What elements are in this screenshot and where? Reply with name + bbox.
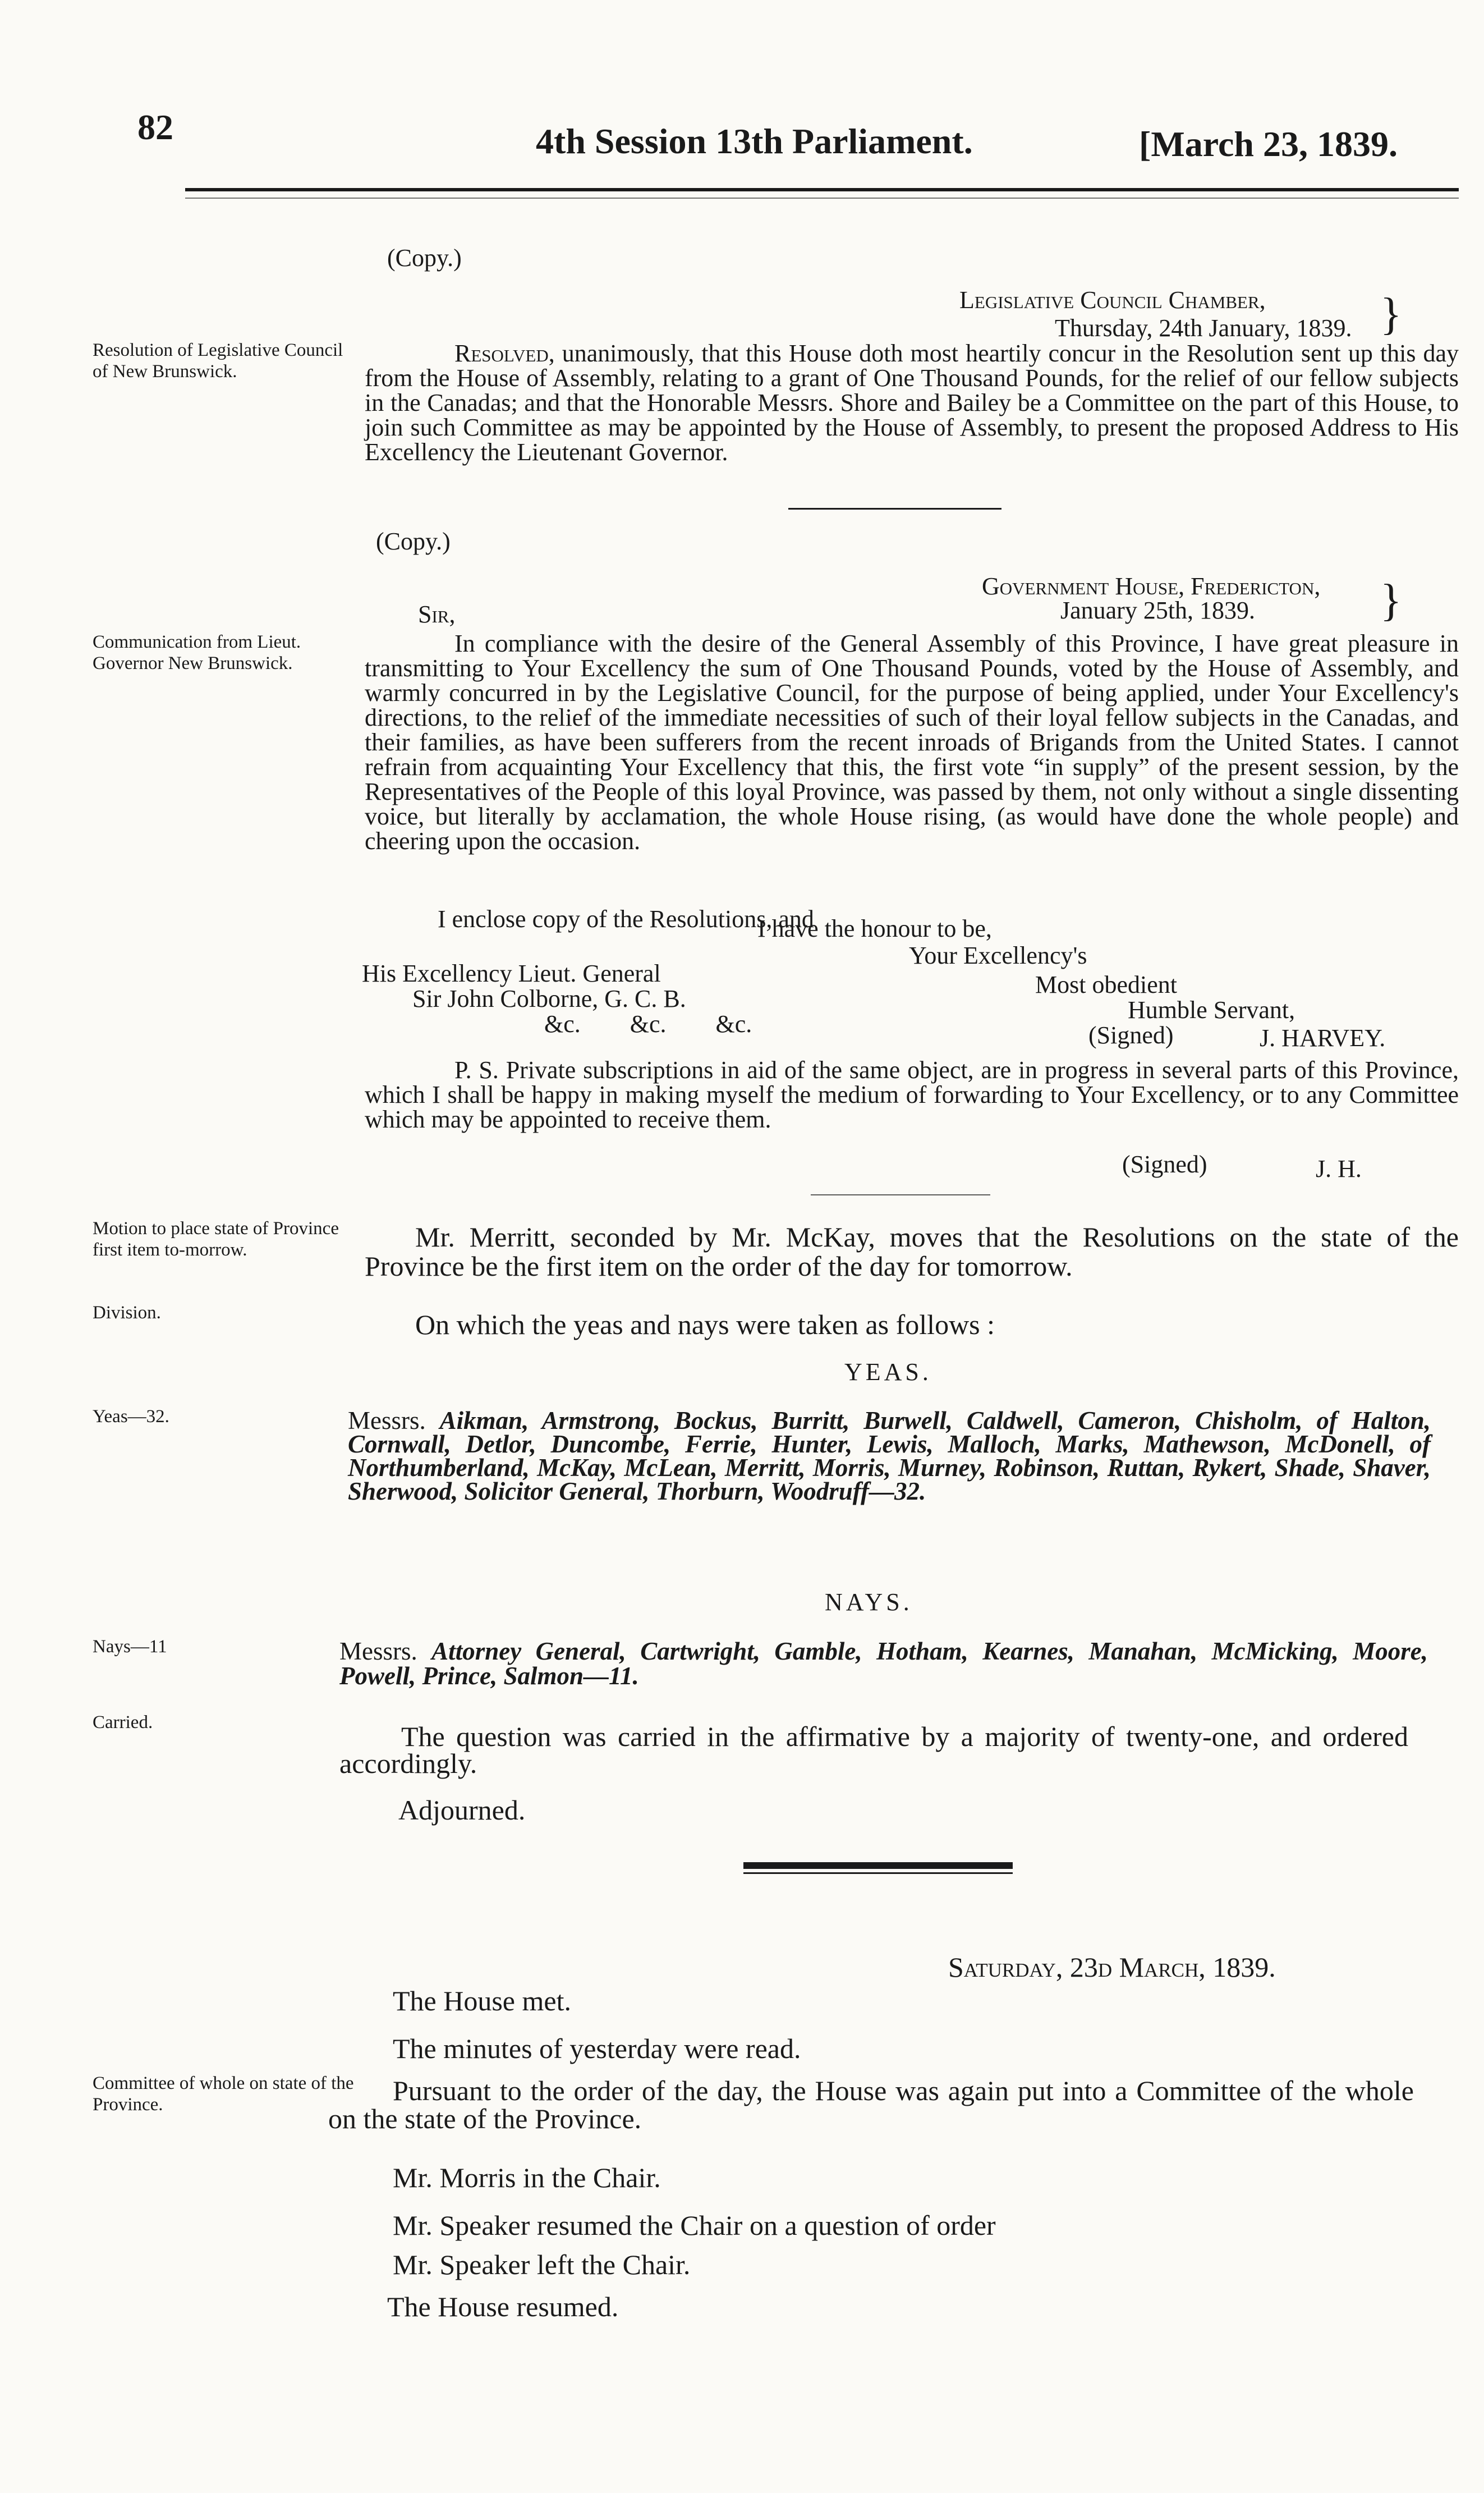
letter-text: In compliance with the desire of the General Assembly of this Province, I have great pleasure in transmitting to Your Excellency the sum of One Thousand Pounds, voted by the House of Assembly, and warmly concurred in by the Legislative Council, for the purpose of being applied, under Your Excellency's directions, to the relief of the immediate necessities of such of their loyal fellow subjects in the Canadas, and their families, as have been sufferers from the recent inroads of Brigands from the United States. I cannot refrain from acquainting Your Excellency that this, the first vote “in supply” of the present session, by the Representatives of the People of this loyal Province, was passed by them, not only without a single dissenting voice, but literally by acclamation, the whole House rising, (as would have done the whole people) and cheering upon the occasion. (365, 630, 1459, 855)
margin-note-division: Division. (93, 1303, 161, 1323)
signed-line: (Signed) (1088, 1021, 1174, 1049)
etc-line: &c. &c. &c. (544, 1010, 752, 1038)
copy-label-2: (Copy.) (376, 528, 451, 555)
header-date: [March 23, 1839. (1139, 124, 1398, 164)
margin-note-nays: Nays—11 (93, 1637, 167, 1657)
postscript: P. S. Private subscriptions in aid of the same object, are in progress in several parts of this Province, which I shall be happy in making myself the medium of forwarding to Your Excellency, or to any Committee which may be appointed to receive them. (365, 1056, 1459, 1133)
speaker-resumed-chair: Mr. Speaker resumed the Chair on a question of order (393, 2210, 996, 2241)
copy-label-1: (Copy.) (387, 244, 462, 272)
page-number: 82 (137, 107, 173, 147)
adjourned: Adjourned. (398, 1794, 526, 1826)
house-resumed: The House resumed. (387, 2291, 619, 2322)
minutes-read: The minutes of yesterday were read. (393, 2033, 801, 2064)
gov-house-place: Government House, Fredericton, (982, 572, 1321, 600)
session-title: 4th Session 13th Parliament. (536, 121, 973, 161)
nays-heading: NAYS. (825, 1588, 913, 1616)
motion-text: Mr. Merritt, seconded by Mr. McKay, moves that the Resolutions on the state of the Province be the first item on the order of the day for tomorrow. (365, 1221, 1459, 1282)
most-obedient-line: Most obedient (1035, 971, 1177, 998)
margin-note-carried: Carried. (93, 1712, 153, 1733)
nays-names: Attorney General, Cartwright, Gamble, Hotham, Kearnes, Manahan, McMicking, Moore, Powell, Prince, Salmon—11. (339, 1637, 1428, 1690)
gov-house-date: January 25th, 1839. (1060, 597, 1256, 624)
adjournment-rule-thin (743, 1872, 1013, 1874)
enclose-line: I enclose copy of the Resolutions, and (438, 905, 814, 933)
ps-initials: J. H. (1316, 1155, 1362, 1183)
committee-text: Pursuant to the order of the day, the House was again put into a Committee of the whole on the state of the Province. (328, 2075, 1414, 2134)
colborne-line: Sir John Colborne, G. C. B. (412, 985, 686, 1012)
morris-chair: Mr. Morris in the Chair. (393, 2162, 661, 2193)
ps-signed: (Signed) (1122, 1151, 1207, 1178)
header-rule-thin (185, 198, 1459, 199)
nays-messrs: Messrs. (339, 1637, 417, 1665)
margin-note-yeas: Yeas—32. (93, 1406, 169, 1427)
adjournment-rule (743, 1862, 1013, 1869)
council-resolution (365, 341, 1459, 465)
council-date: Thursday, 24th January, 1839. (1055, 314, 1352, 342)
margin-note-motion: Motion to place state of Province first item to-morrow. (93, 1218, 339, 1260)
margin-note-communication: Communication from Lieut. Governor New Brunswick. (93, 632, 301, 673)
yeas-messrs: Messrs. (348, 1406, 426, 1435)
margin-note-committee: Committee of whole on state of the Province. (93, 2073, 354, 2115)
section-divider-2 (811, 1194, 990, 1195)
house-met: The House met. (393, 1985, 571, 2017)
section-divider-1 (788, 508, 1001, 510)
saturday-date: Saturday, 23d March, 1839. (948, 1951, 1276, 1983)
carried-text: The question was carried in the affirmative by a majority of twenty-one, and ordered accordingly. (339, 1721, 1408, 1779)
nays-list (339, 1639, 1428, 1688)
addressee-line: His Excellency Lieut. General (362, 960, 661, 987)
humble-servant-line: Humble Servant, (1128, 996, 1295, 1024)
resolved-word: Resolved, (454, 340, 555, 367)
yeas-list (348, 1406, 1431, 1505)
harvey-signature: J. HARVEY. (1260, 1024, 1386, 1052)
brace-icon-2: } (1380, 576, 1402, 625)
honour-line: I have the honour to be, (757, 915, 992, 942)
division-text: On which the yeas and nays were taken as follows : (415, 1309, 995, 1340)
resolution-text: unanimously, that this House doth most heartily concur in the Resolution sent up this day from the House of Assembly, relating to a grant of One Thousand Pounds, for the relief of our fellow subjects in the Canadas; and that the Honorable Messrs. Shore and Bailey be a Committee on the part of this House, to join such Committee as may be appointed by the House of Assembly, to present the proposed Address to His Excellency the Lieutenant Governor. (365, 340, 1459, 466)
brace-icon: } (1380, 290, 1402, 339)
margin-note-council: Resolution of Legislative Council of New Brunswick. (93, 340, 343, 382)
council-place: Legislative Council Chamber, (959, 286, 1266, 314)
yeas-heading: YEAS. (844, 1358, 932, 1386)
excellencys-line: Your Excellency's (909, 942, 1087, 969)
yeas-names: Aikman, Armstrong, Bockus, Burritt, Burwell, Caldwell, Cameron, Chisholm, of Halton, Cornwall, Detlor, Duncombe, Ferrie, Hunter, Lewis, Malloch, Marks, Mathewson, McDonell, of Northumberland, McKay, McLean, Merritt, Morris, Murney, Robinson, Ruttan, Rykert, Shade, Shaver, Sherwood, Solicitor General, Thorburn, Woodruff—32. (348, 1406, 1431, 1505)
header-rule (185, 188, 1459, 191)
speaker-left-chair: Mr. Speaker left the Chair. (393, 2249, 691, 2280)
salutation: Sir, (418, 601, 456, 628)
